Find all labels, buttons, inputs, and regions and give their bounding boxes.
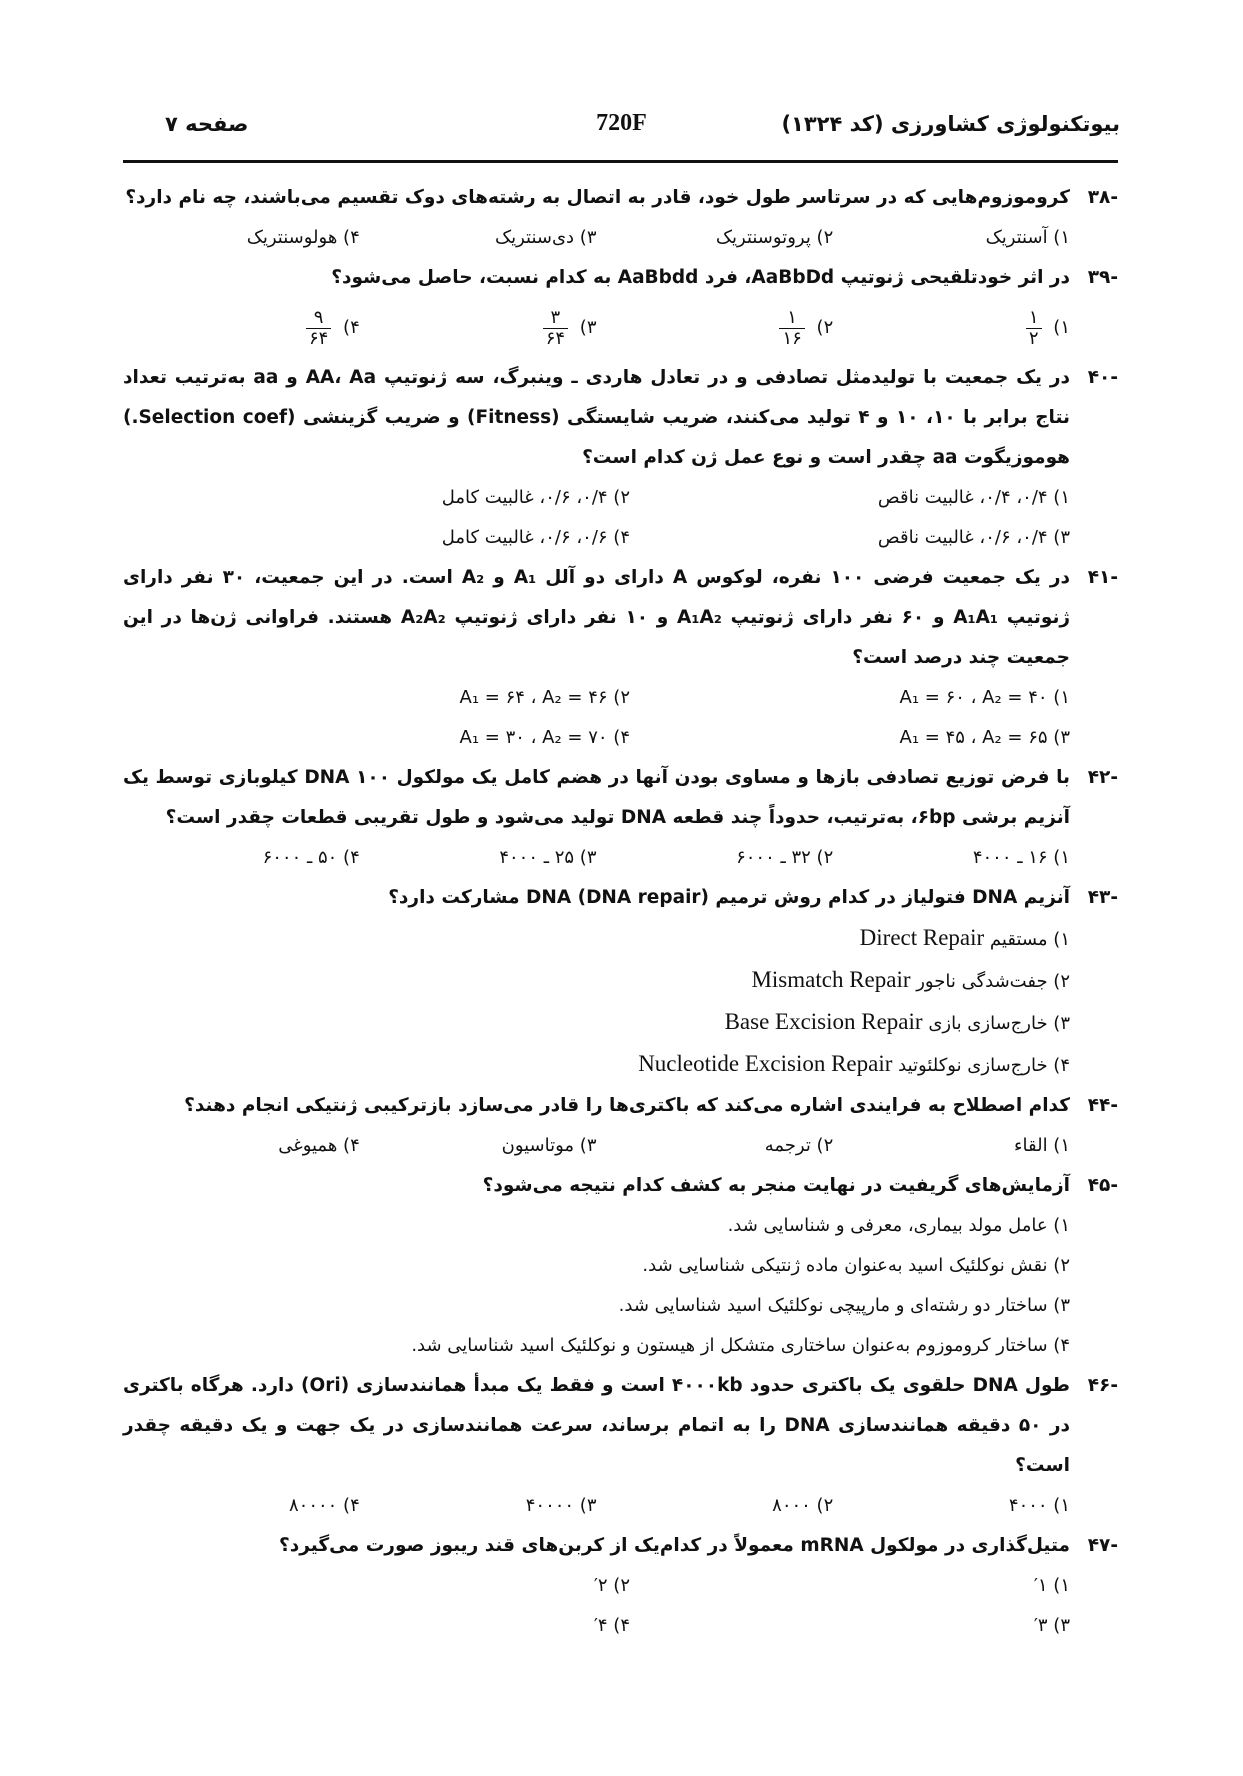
- page-number: صفحه ۷: [165, 112, 249, 136]
- question-46: [123, 1366, 1118, 1526]
- question-41: [123, 558, 1118, 758]
- fraction-denominator: ۱۶: [782, 327, 802, 349]
- option-3[interactable]: ۳) ′۳: [1033, 1615, 1070, 1636]
- option-1[interactable]: ۱) A₁ = ۶۰ ، A₂ = ۴۰: [899, 687, 1070, 708]
- option-4[interactable]: [123, 1044, 1070, 1086]
- option-1[interactable]: ۱) ۰/۴، ۰/۴، غالبیت ناقص: [877, 487, 1070, 508]
- option-2[interactable]: ۲) ′۲: [593, 1575, 630, 1596]
- option-4[interactable]: ۴) همیوغی: [278, 1135, 360, 1156]
- option-2[interactable]: ۲) ترجمه: [764, 1135, 834, 1156]
- option-text-fa: ۲) جفت‌شدگی ناجور: [916, 971, 1070, 992]
- option-3[interactable]: ۳) موتاسیون: [501, 1135, 597, 1156]
- option-4[interactable]: ۴) A₁ = ۳۰ ، A₂ = ۷۰: [459, 727, 630, 748]
- fraction-numerator: ۱: [1026, 308, 1042, 329]
- question-number: -۴۴: [1087, 1095, 1118, 1116]
- option-2[interactable]: ۲) ۰/۴، ۰/۶، غالبیت کامل: [441, 487, 630, 508]
- fraction-denominator: ۶۴: [545, 327, 566, 349]
- question-45: [123, 1166, 1118, 1366]
- question-text: در یک جمعیت فرضی ۱۰۰ نفره، لوکوس A دارای دو آلل A₁ و A₂ است. در این جمعیت، ۳۰ نفر دارای ژنوتیپ A₁A₁ و ۶۰ نفر دارای ژنوتیپ A₁A₂ و ۱۰ نفر دارای ژنوتیپ A₂A₂ هستند. فراوانی ژن‌ها در این جمعیت چند درصد است؟: [123, 567, 1071, 668]
- question-47: [123, 1526, 1118, 1646]
- question-number: -۴۶: [1087, 1375, 1118, 1396]
- option-2[interactable]: ۲) پروتوسنتریک: [715, 227, 834, 248]
- fraction: [779, 308, 804, 349]
- option-label: ۲): [816, 317, 834, 338]
- question-text: با فرض توزیع تصادفی بازها و مساوی بودن آنها در هضم کامل یک مولکول DNA ۱۰۰ کیلوبازی توسط یک آنزیم برشی ۶bp، به‌ترتیب، حدوداً چند قطعه DNA تولید می‌شود و طول تقریبی قطعات چقدر است؟: [123, 767, 1070, 828]
- question-text: آزمایش‌های گریفیت در نهایت منجر به کشف کدام نتیجه می‌شود؟: [482, 1175, 1070, 1196]
- option-text-fa: ۳) خارج‌سازی بازی: [928, 1013, 1070, 1034]
- option-1[interactable]: [123, 918, 1070, 960]
- question-number: -۴۲: [1087, 767, 1118, 788]
- option-3[interactable]: ۳) ۰/۴، ۰/۶، غالبیت ناقص: [877, 527, 1070, 548]
- option-text-en: Nucleotide Excision Repair: [638, 1051, 893, 1076]
- option-2[interactable]: [597, 298, 834, 358]
- exam-code: 720F: [596, 110, 647, 136]
- questions-list: [123, 178, 1118, 1646]
- fraction: [306, 308, 331, 349]
- option-1[interactable]: ۱) عامل مولد بیماری، معرفی و شناسایی شد.: [727, 1215, 1070, 1236]
- option-1[interactable]: ۱) ۱۶ ـ ۴۰۰۰: [972, 847, 1070, 868]
- option-label: ۴): [343, 317, 360, 338]
- option-2[interactable]: ۲) نقش نوکلئیک اسید به‌عنوان ماده ژنتیکی شناسایی شد.: [642, 1255, 1070, 1276]
- fraction-numerator: ۹: [306, 308, 331, 329]
- fraction-denominator: ۶۴: [308, 327, 329, 349]
- question-text: آنزیم DNA فتولیاز در کدام روش ترمیم DNA (DNA repair) مشارکت دارد؟: [388, 887, 1070, 908]
- option-4[interactable]: ۴) ساختار کروموزوم به‌عنوان ساختاری متشکل از هیستون و نوکلئیک اسید شناسایی شد.: [411, 1335, 1070, 1356]
- question-number: -۴۷: [1087, 1535, 1118, 1556]
- option-text-en: Base Excision Repair: [724, 1009, 923, 1034]
- exam-title: بیوتکنولوژی کشاورزی (کد ۱۳۲۴): [781, 112, 1120, 136]
- option-3[interactable]: ۳) ساختار دو رشته‌ای و مارپیچی نوکلئیک اسید شناسایی شد.: [618, 1295, 1070, 1316]
- option-text-fa: ۴) خارج‌سازی نوکلئوتید: [898, 1055, 1070, 1076]
- question-number: -۴۵: [1087, 1175, 1118, 1196]
- option-4[interactable]: ۴) هولوسنتریک: [246, 227, 360, 248]
- fraction-denominator: ۲: [1028, 327, 1039, 349]
- question-number: -۳۸: [1087, 187, 1118, 208]
- question-number: -۳۹: [1087, 267, 1118, 288]
- question-number: -۴۳: [1087, 887, 1118, 908]
- header-rule: [123, 160, 1118, 163]
- fraction: [543, 308, 568, 349]
- question-text: در یک جمعیت با تولیدمثل تصادفی و در تعادل هاردی ـ وینبرگ، سه ژنوتیپ AA، Aa و aa به‌ترتیب تعداد نتاج برابر با ۱۰، ۱۰ و ۴ تولید می‌کنند، ضریب شایستگی (Fitness) و ضریب گزینشی (Selection coef.) هوموزیگوت aa چقدر است و نوع عمل ژن کدام است؟: [123, 367, 1071, 468]
- question-38: [123, 178, 1118, 258]
- option-2[interactable]: ۲) ۳۲ ـ ۶۰۰۰: [736, 847, 834, 868]
- fraction-numerator: ۳: [543, 308, 568, 329]
- question-43: [123, 878, 1118, 1086]
- question-text: طول DNA حلقوی یک باکتری حدود ۴۰۰۰kb است و فقط یک مبدأ همانندسازی (Ori) دارد. هرگاه باکتری در ۵۰ دقیقه همانندسازی DNA را به اتمام برساند، سرعت همانندسازی در یک جهت و یک دقیقه چقدر است؟: [123, 1375, 1070, 1476]
- option-4[interactable]: [123, 298, 360, 358]
- question-number: -۴۱: [1087, 567, 1118, 588]
- fraction: [1026, 308, 1042, 349]
- question-text: کروموزوم‌هایی که در سرتاسر طول خود، قادر به اتصال به رشته‌های دوک تقسیم می‌باشند، چه نام دارد؟: [125, 187, 1070, 208]
- option-2[interactable]: ۲) ۸۰۰۰: [772, 1495, 834, 1516]
- question-42: [123, 758, 1118, 878]
- option-3[interactable]: ۳) دی‌سنتریک: [494, 227, 597, 248]
- option-4[interactable]: ۴) ۵۰ ـ ۶۰۰۰: [262, 847, 360, 868]
- question-text: در اثر خودتلقیحی ژنوتیپ AaBbDd، فرد AaBbdd به کدام نسبت، حاصل می‌شود؟: [331, 267, 1070, 288]
- option-1[interactable]: ۱) القاء: [1014, 1135, 1070, 1156]
- option-label: ۱): [1053, 317, 1070, 338]
- question-40: [123, 358, 1118, 558]
- option-1[interactable]: ۱) آسنتریک: [985, 227, 1070, 248]
- option-text-en: Direct Repair: [859, 925, 985, 950]
- option-2[interactable]: ۲) A₁ = ۶۴ ، A₂ = ۴۶: [459, 687, 630, 708]
- option-label: ۳): [579, 317, 597, 338]
- option-4[interactable]: ۴) ۰/۶، ۰/۶، غالبیت کامل: [441, 527, 630, 548]
- fraction-numerator: ۱: [779, 308, 804, 329]
- option-3[interactable]: [123, 1002, 1070, 1044]
- question-text: کدام اصطلاح به فرایندی اشاره می‌کند که باکتری‌ها را قادر می‌سازد بازترکیبی ژنتیکی انجام دهند؟: [184, 1095, 1070, 1116]
- option-1[interactable]: ۱) ۴۰۰۰: [1008, 1495, 1070, 1516]
- option-3[interactable]: ۳) ۴۰۰۰۰: [525, 1495, 597, 1516]
- question-number: -۴۰: [1087, 367, 1118, 388]
- option-3[interactable]: ۳) ۲۵ ـ ۴۰۰۰: [499, 847, 597, 868]
- option-text-en: Mismatch Repair: [751, 967, 911, 992]
- option-4[interactable]: ۴) ۸۰۰۰۰: [288, 1495, 360, 1516]
- option-text-fa: ۱) مستقیم: [989, 929, 1070, 950]
- option-2[interactable]: [123, 960, 1070, 1002]
- question-39: [123, 258, 1118, 358]
- question-44: [123, 1086, 1118, 1166]
- question-text: متیل‌گذاری در مولکول mRNA معمولاً در کدام‌یک از کربن‌های قند ریبوز صورت می‌گیرد؟: [279, 1535, 1070, 1556]
- option-3[interactable]: [360, 298, 597, 358]
- option-3[interactable]: ۳) A₁ = ۴۵ ، A₂ = ۶۵: [899, 727, 1070, 748]
- option-1[interactable]: [833, 298, 1070, 358]
- option-1[interactable]: ۱) ′۱: [1033, 1575, 1070, 1596]
- option-4[interactable]: ۴) ′۴: [593, 1615, 630, 1636]
